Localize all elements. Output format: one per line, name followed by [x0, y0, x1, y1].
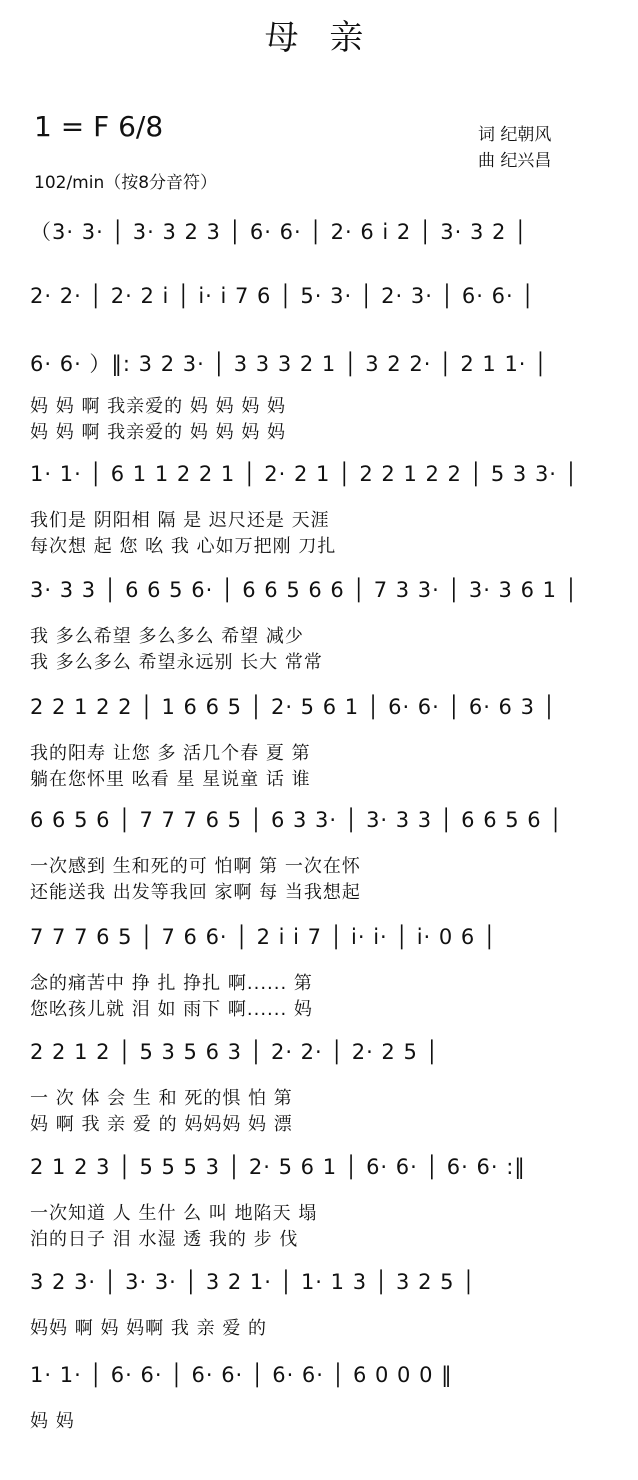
lyric-line: 每次想 起 您 吆 我 心如万把刚 刀扎: [30, 536, 337, 557]
lyric-line: 我们是 阴阳相 隔 是 迟尺还是 天涯: [30, 510, 330, 531]
lyric-line: 妈 妈 啊 我亲爱的 妈 妈 妈 妈: [30, 396, 287, 417]
notation-line: （3· 3· │ 3· 3 2 3 │ 6· 6· │ 2· 6 i 2 │ 3· 3 2 │: [30, 220, 528, 244]
lyric-line: 一 次 体 会 生 和 死的惧 怕 第: [30, 1088, 293, 1109]
notation-line: 2 1 2 3 │ 5 5 5 3 │ 2· 5 6 1 │ 6· 6· │ 6· 6· :‖: [30, 1155, 526, 1179]
lyric-line: 我 多么希望 多么多么 希望 减少: [30, 626, 304, 647]
lyric-line: 一次知道 人 生什 么 叫 地陷天 塌: [30, 1203, 318, 1224]
notation-line: 1· 1· │ 6 1 1 2 2 1 │ 2· 2 1 │ 2 2 1 2 2 │ 5 3 3· │: [30, 462, 579, 486]
lyric-line: 妈 妈: [30, 1411, 75, 1432]
lyric-line: 念的痛苦中 挣 扎 挣扎 啊...... 第: [30, 973, 313, 994]
notation-line: 6 6 5 6 │ 7 7 7 6 5 │ 6 3 3· │ 3· 3 3 │ 6 6 5 6 │: [30, 808, 563, 832]
lyric-line: 我 多么多么 希望永远别 长大 常常: [30, 652, 323, 673]
tempo-marking: 102/min（按8分音符）: [34, 173, 218, 193]
lyric-line: 妈 啊 我 亲 爱 的 妈妈妈 妈 漂: [30, 1114, 293, 1135]
notation-line: 2· 2· │ 2· 2 i │ i· i 7 6 │ 5· 3· │ 2· 3· │ 6· 6· │: [30, 284, 535, 308]
lyric-line: 您吆孩儿就 泪 如 雨下 啊...... 妈: [30, 999, 313, 1020]
lyricist: 词 纪朝风: [478, 125, 552, 145]
lyric-line: 躺在您怀里 吆看 星 星说童 话 谁: [30, 769, 311, 790]
lyric-line: 泊的日子 泪 水湿 透 我的 步 伐: [30, 1229, 299, 1250]
notation-line: 6· 6· ）‖: 3 2 3· │ 3 3 3 2 1 │ 3 2 2· │ 2 1 1· │: [30, 352, 548, 376]
lyric-line: 还能送我 出发等我回 家啊 每 当我想起: [30, 882, 361, 903]
notation-line: 3 2 3· │ 3· 3· │ 3 2 1· │ 1· 1 3 │ 3 2 5 │: [30, 1270, 476, 1294]
notation-line: 7 7 7 6 5 │ 7 6 6· │ 2 i i 7 │ i· i· │ i· 0 6 │: [30, 925, 497, 949]
song-title: 母 亲: [264, 18, 374, 58]
notation-line: 2 2 1 2 │ 5 3 5 6 3 │ 2· 2· │ 2· 2 5 │: [30, 1040, 440, 1064]
lyric-line: 妈 妈 啊 我亲爱的 妈 妈 妈 妈: [30, 422, 287, 443]
lyric-line: 一次感到 生和死的可 怕啊 第 一次在怀: [30, 856, 361, 877]
composer: 曲 纪兴昌: [478, 151, 552, 171]
notation-line: 3· 3 3 │ 6 6 5 6· │ 6 6 5 6 6 │ 7 3 3· │ 3· 3 6 1 │: [30, 578, 579, 602]
lyric-line: 我的阳寿 让您 多 活几个春 夏 第: [30, 743, 311, 764]
credits: [478, 122, 551, 174]
key-signature: 1 = F 6/8: [34, 110, 164, 143]
lyric-line: 妈妈 啊 妈 妈啊 我 亲 爱 的: [30, 1318, 268, 1339]
notation-line: 2 2 1 2 2 │ 1 6 6 5 │ 2· 5 6 1 │ 6· 6· │ 6· 6 3 │: [30, 695, 557, 719]
notation-line: 1· 1· │ 6· 6· │ 6· 6· │ 6· 6· │ 6 0 0 0 ‖: [30, 1363, 453, 1387]
